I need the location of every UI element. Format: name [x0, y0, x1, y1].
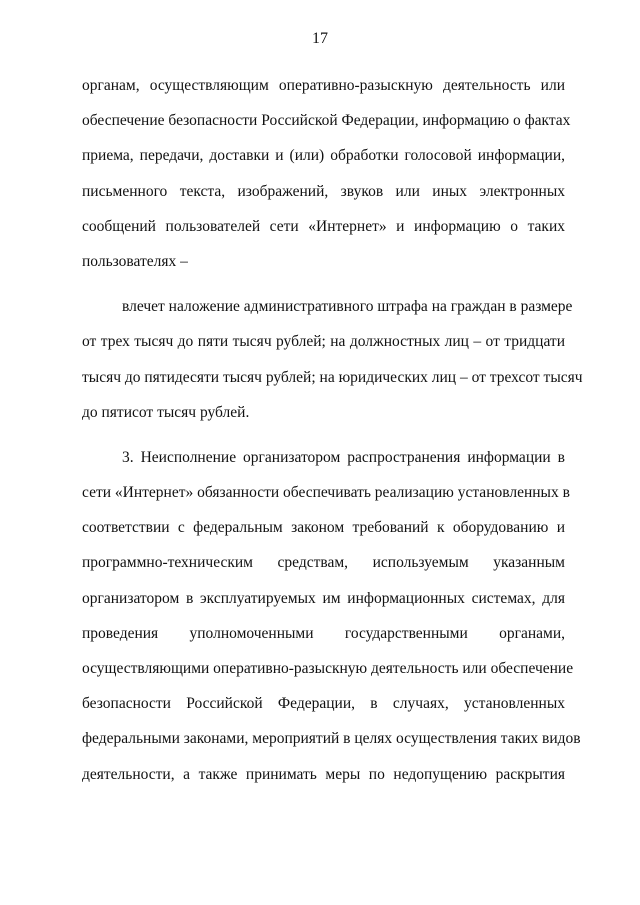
paragraph — [82, 440, 581, 792]
text-line: 3. Неисполнение организатором распространения информации в — [122, 448, 565, 466]
text-line: организатором в эксплуатируемых им информационных системах, для — [82, 589, 565, 607]
document-body — [82, 68, 583, 792]
paragraph — [82, 289, 583, 430]
text-line: деятельности, а также принимать меры по недопущению раскрытия — [82, 765, 565, 783]
text-line: органам, осуществляющим оперативно-разыскную деятельность или — [82, 77, 565, 94]
text-line: сети «Интернет» обязанности обеспечивать реализацию установленных в — [82, 484, 570, 502]
text-line: от трех тысяч до пяти тысяч рублей; на должностных лиц – от тридцати — [82, 333, 565, 351]
text-line: проведения уполномоченными государственными органами, — [82, 624, 565, 642]
text-line: влечет наложение административного штрафа на граждан в размере — [122, 298, 573, 316]
text-line: письменного текста, изображений, звуков или иных электронных — [82, 182, 565, 200]
text-line: осуществляющими оперативно-разыскную деятельность или обеспечение — [82, 660, 574, 677]
text-line: программно-техническим средствам, используемым указанным — [82, 554, 565, 572]
page-number: 17 — [312, 30, 328, 47]
paragraph — [82, 68, 571, 279]
text-line: пользователях – — [82, 252, 188, 270]
text-line: тысяч до пятидесяти тысяч рублей; на юридических лиц – от трехсот тысяч — [82, 368, 583, 386]
text-line: приема, передачи, доставки и (или) обработки голосовой информации, — [82, 147, 565, 165]
text-line: сообщений пользователей сети «Интернет» и информацию о таких — [82, 217, 565, 235]
text-line: обеспечение безопасности Российской Федерации, информацию о фактах — [82, 112, 571, 130]
text-line: до пятисот тысяч рублей. — [82, 403, 250, 421]
text-line: безопасности Российской Федерации, в случаях, установленных — [82, 695, 565, 713]
text-line: федеральными законами, мероприятий в целях осуществления таких видов — [82, 730, 581, 748]
text-line: соответствии с федеральным законом требований к оборудованию и — [82, 519, 565, 537]
